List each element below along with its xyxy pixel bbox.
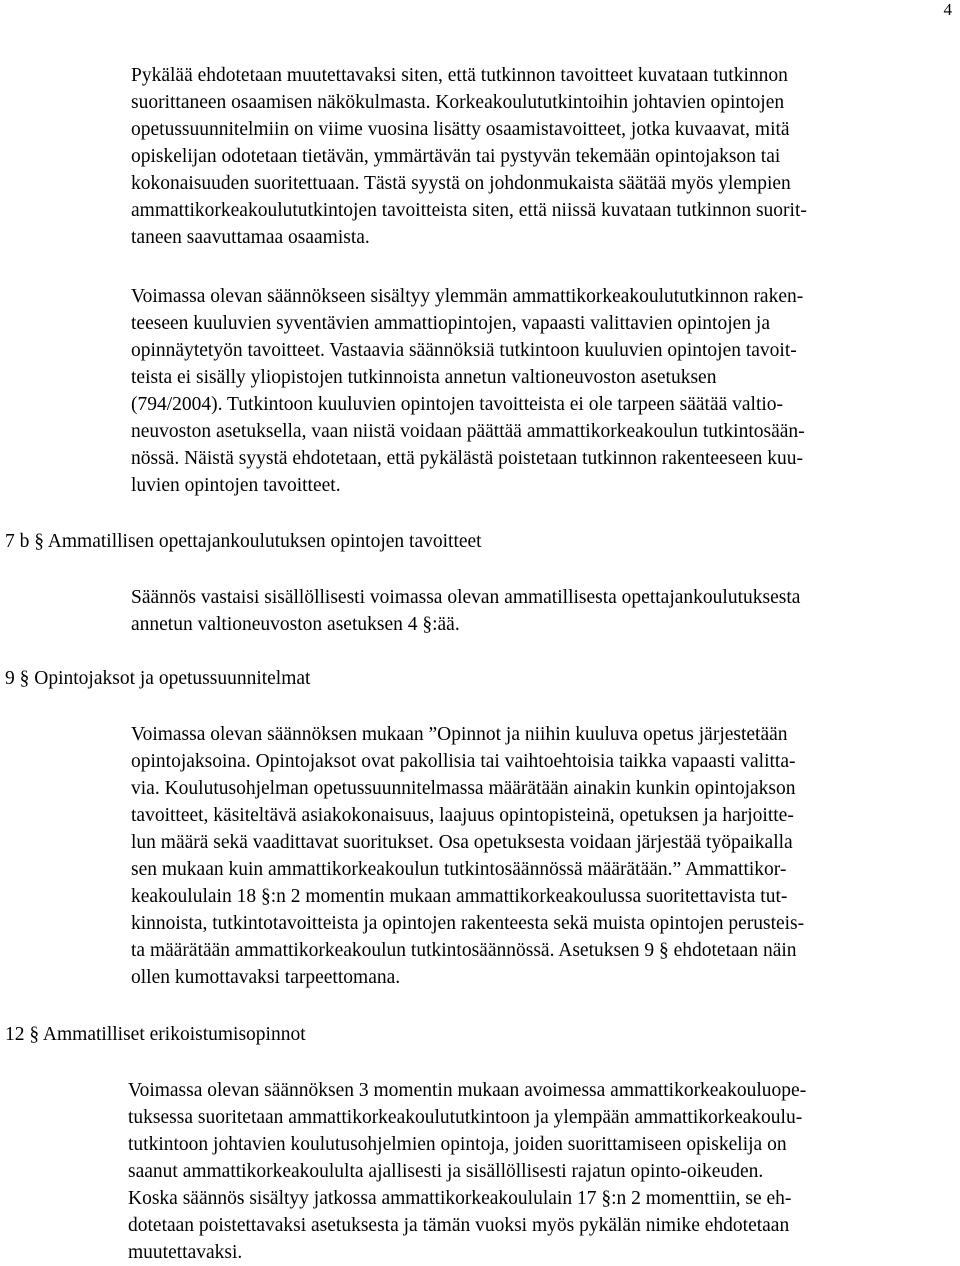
paragraph-line: opiskelijan odotetaan tietävän, ymmärtävän tai pystyvän tekemään opintojakson tai — [131, 146, 781, 167]
paragraph-line: ollen kumottavaksi tarpeettomana. — [131, 967, 401, 988]
paragraph-line: Pykälää ehdotetaan muutettavaksi siten, että tutkinnon tavoitteet kuvataan tutkinnon — [131, 65, 788, 86]
paragraph-line: luvien opintojen tavoitteet. — [131, 475, 341, 496]
paragraph-line: dotetaan poistettavaksi asetuksesta ja tämän vuoksi myös pykälän nimike ehdotetaan — [128, 1215, 790, 1236]
paragraph-line: Koska säännös sisältyy jatkossa ammattikorkeakoululain 17 §:n 2 momenttiin, se eh- — [128, 1188, 792, 1209]
paragraph-line: annetun valtioneuvoston asetuksen 4 §:ää. — [131, 614, 460, 635]
paragraph-line: via. Koulutusohjelman opetussuunnitelmassa määrätään ainakin kunkin opintojakson — [131, 778, 796, 799]
paragraph-line: ta määrätään ammattikorkeakoulun tutkintosäännössä. Asetuksen 9 § ehdotetaan näin — [131, 940, 797, 961]
paragraph-line: tutkintoon johtavien koulutusohjelmien opintoja, joiden suorittamiseen opiskelija on — [128, 1134, 787, 1155]
paragraph-line: Voimassa olevan säännöksen mukaan ”Opinnot ja niihin kuuluva opetus järjestetään — [131, 724, 788, 745]
paragraph-line: Voimassa olevan säännökseen sisältyy ylemmän ammattikorkeakoulututkinnon raken- — [131, 286, 804, 307]
section-heading-12: 12 § Ammatilliset erikoistumisopinnot — [5, 1024, 306, 1045]
paragraph-line: tuksessa suoritetaan ammattikorkeakoulututkintoon ja ylempään ammattikorkeakoulu- — [128, 1107, 803, 1128]
paragraph-line: teista ei sisälly yliopistojen tutkinnoista annetun valtioneuvoston asetuksen — [131, 367, 717, 388]
paragraph-line: saanut ammattikorkeakoululta ajallisesti ja sisällöllisesti rajatun opinto-oikeuden. — [128, 1161, 764, 1182]
paragraph-line: Voimassa olevan säännöksen 3 momentin mukaan avoimessa ammattikorkeakouluope- — [128, 1080, 807, 1101]
section-heading-9: 9 § Opintojaksot ja opetussuunnitelmat — [5, 668, 311, 689]
paragraph-line: nössä. Näistä syystä ehdotetaan, että pykälästä poistetaan tutkinnon rakenteeseen kuu- — [131, 448, 803, 469]
paragraph-line: opinnäytetyön tavoitteet. Vastaavia säännöksiä tutkintoon kuuluvien opintojen tavoit- — [131, 340, 797, 361]
page-number: 4 — [943, 0, 952, 19]
paragraph-line: (794/2004). Tutkintoon kuuluvien opintojen tavoitteista ei ole tarpeen säätää valtio- — [131, 394, 784, 415]
paragraph-line: Säännös vastaisi sisällöllisesti voimassa olevan ammatillisesta opettajankoulutuksesta — [131, 587, 801, 608]
paragraph-line: kinnoista, tutkintotavoitteista ja opintojen rakenteesta sekä muista opintojen perusteis- — [131, 913, 805, 934]
paragraph-line: kokonaisuuden suoritettuaan. Tästä syystä on johdonmukaista säätää myös ylempien — [131, 173, 791, 194]
paragraph-line: opintojaksoina. Opintojaksot ovat pakollisia tai vaihtoehtoisia taikka vapaasti valitta- — [131, 751, 796, 772]
paragraph-line: lun määrä sekä vaadittavat suoritukset. Osa opetuksesta voidaan järjestää työpaikalla — [131, 832, 793, 853]
paragraph-line: opetussuunnitelmiin on viime vuosina lisätty osaamistavoitteet, jotka kuvaavat, mitä — [131, 119, 790, 140]
section-heading-7b: 7 b § Ammatillisen opettajankoulutuksen opintojen tavoitteet — [5, 531, 482, 552]
paragraph-line: muutettavaksi. — [128, 1242, 243, 1263]
paragraph-line: ammattikorkeakoulututkintojen tavoitteista siten, että niissä kuvataan tutkinnon suorit- — [131, 200, 807, 221]
paragraph-line: keakoululain 18 §:n 2 momentin mukaan ammattikorkeakoulussa suoritettavista tut- — [131, 886, 788, 907]
paragraph-line: suorittaneen osaamisen näkökulmasta. Korkeakoulututkintoihin johtavien opintojen — [131, 92, 785, 113]
paragraph-line: neuvoston asetuksella, vaan niistä voidaan päättää ammattikorkeakoulun tutkintosään- — [131, 421, 805, 442]
paragraph-line: teeseen kuuluvien syventävien ammattiopintojen, vapaasti valittavien opintojen ja — [131, 313, 770, 334]
paragraph-line: sen mukaan kuin ammattikorkeakoulun tutkintosäännössä määrätään.” Ammattikor- — [131, 859, 787, 880]
paragraph-line: tavoitteet, käsiteltävä asiakokonaisuus, laajuus opintopisteinä, opetuksen ja harjoitte- — [131, 805, 794, 826]
paragraph-line: taneen saavuttamaa osaamista. — [131, 227, 370, 248]
